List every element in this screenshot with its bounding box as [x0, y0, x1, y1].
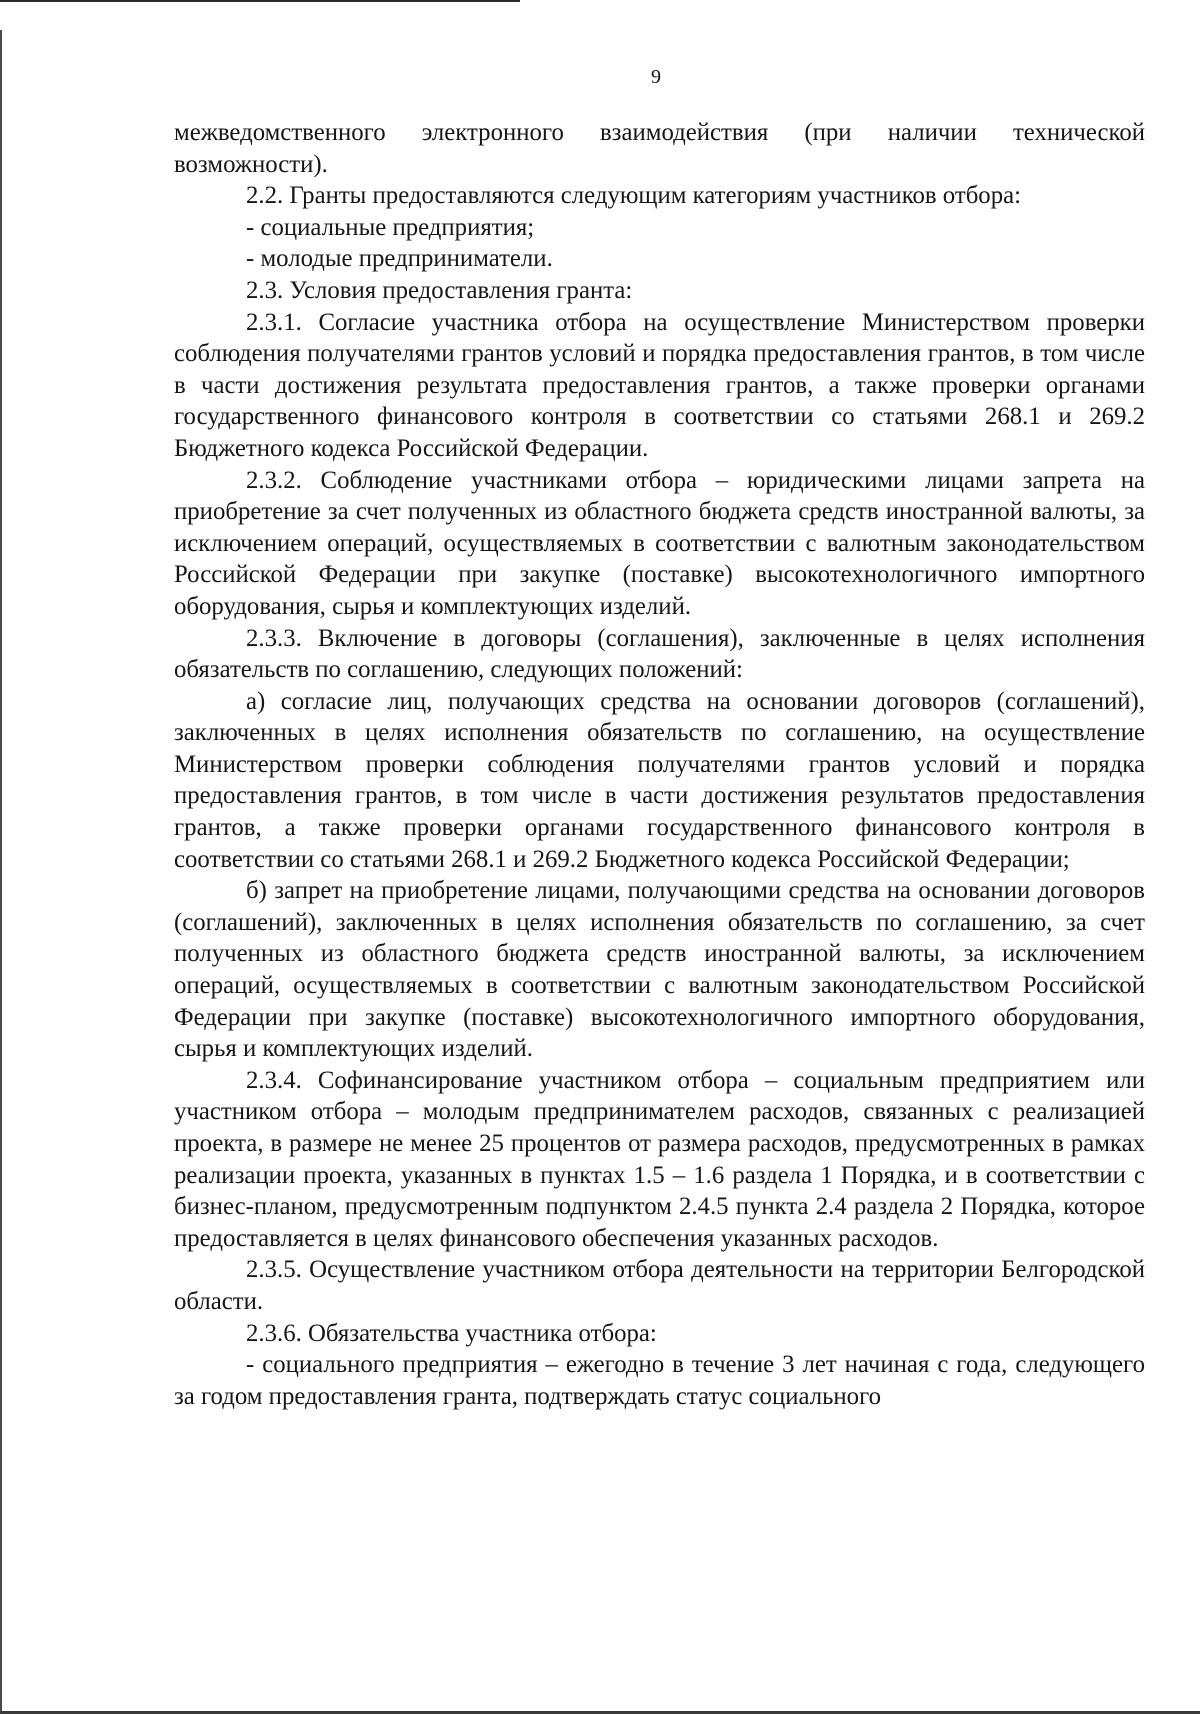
paragraph-2-3-1: 2.3.1. Согласие участника отбора на осуществление Министерством проверки соблюдения получателями грантов условий и порядка предоставления грантов, в том числе в части достижения результата предоставления грантов, а также проверки органами государственного финансового контроля в соответствии со статьями 268.1 и 269.2 Бюджетного кодекса Российской Федерации. — [174, 308, 1145, 462]
paragraph-2-3-4: 2.3.4. Софинансирование участником отбора – социальным предприятием или участником отбора – молодым предпринимателем расходов, связанных с реализацией проекта, в размере не менее 25 процентов от размера расходов, предусмотренных в рамках реализации проекта, указанных в пунктах 1.5 – 1.6 раздела 1 Порядка, и в соответствии с бизнес-планом, предусмотренным подпунктом 2.4.5 пункта 2.4 раздела 2 Порядка, которое предоставляется в целях финансового обеспечения указанных расходов. — [174, 1066, 1145, 1252]
scan-edge-left — [0, 30, 2, 1714]
paragraph-2-3-5: 2.3.5. Осуществление участником отбора деятельности на территории Белгородской области. — [174, 1256, 1145, 1315]
paragraph-continuation: межведомственного электронного взаимодействия (при наличии технической возможности). — [174, 119, 1145, 178]
paragraph-2-3-3: 2.3.3. Включение в договоры (соглашения), заключенные в целях исполнения обязательств по соглашению, следующих положений: — [174, 624, 1145, 684]
paragraph-2-2: 2.2. Гранты предоставляются следующим категориям участников отбора: — [246, 182, 1021, 210]
list-item-social-enterprise-obligation: - социального предприятия – ежегодно в течение 3 лет начиная с года, следующего за годом предоставления гранта, подтверждать статус социального — [174, 1351, 1145, 1410]
list-item-young-entrepreneurs: - молодые предприниматели. — [246, 245, 553, 273]
paragraph-2-3-3-b: б) запрет на приобретение лицами, получающими средства на основании договоров (соглашений), заключенных в целях исполнения обязательств по соглашению, за счет полученных из областного бюджета средств иностранной валюты, за исключением операций, осуществляемых в соответствии с валютным законодательством Российской Федерации при закупке (поставке) высокотехнологичного импортного оборудования, сырья и комплектующих изделий. — [174, 877, 1145, 1063]
document-body — [174, 117, 1145, 1412]
list-item-social-enterprises: - социальные предприятия; — [246, 213, 535, 241]
scan-edge-top — [0, 0, 520, 2]
paragraph-2-3-3-a: а) согласие лиц, получающих средства на основании договоров (соглашений), заключенных в целях исполнения обязательств по соглашению, на осуществление Министерством проверки соблюдения получателями грантов условий и порядка предоставления грантов, в том числе в части достижения результатов предоставления грантов, а также проверки органами государственного финансового контроля в соответствии со статьями 268.1 и 269.2 Бюджетного кодекса Российской Федерации; — [174, 687, 1145, 873]
paragraph-2-3: 2.3. Условия предоставления гранта: — [246, 276, 633, 304]
page-number: 9 — [651, 66, 661, 88]
paragraph-2-3-2: 2.3.2. Соблюдение участниками отбора – юридическими лицами запрета на приобретение за счет полученных из областного бюджета средств иностранной валюты, за исключением операций, осуществляемых в соответствии с валютным законодательством Российской Федерации при закупке (поставке) высокотехнологичного импортного оборудования, сырья и комплектующих изделий. — [174, 466, 1145, 620]
paragraph-2-3-6: 2.3.6. Обязательства участника отбора: — [246, 1319, 657, 1347]
